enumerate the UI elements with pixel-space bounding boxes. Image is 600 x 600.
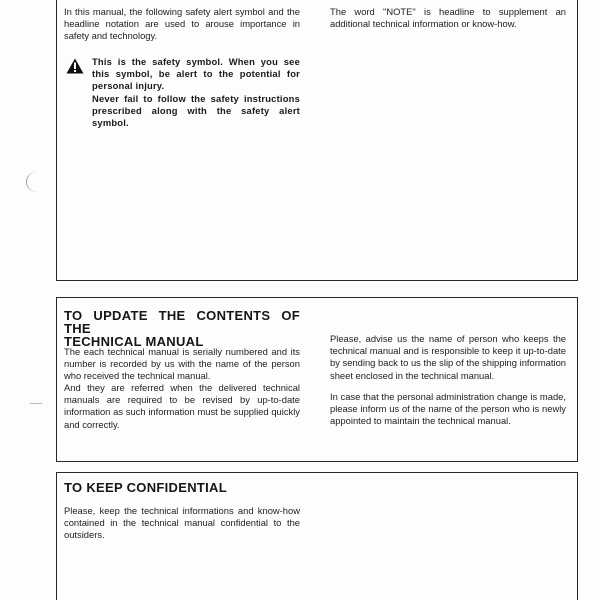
intro-right-paragraph: The word "NOTE" is headline to supplement an additional technical information or know-how. <box>330 6 566 30</box>
safety-alert-line: this symbol, be alert to the potential for <box>92 68 300 80</box>
safety-alert-text <box>92 56 300 129</box>
warning-triangle-icon <box>66 58 84 74</box>
confidential-paragraph: Please, keep the technical informations and know-how contained in the technical manual confidential to the outsiders. <box>64 505 300 541</box>
intro-left-paragraph: In this manual, the following safety alert symbol and the headline notation are used to arouse importance in safety and technology. <box>64 6 300 42</box>
safety-alert-line: personal injury. <box>92 80 165 92</box>
update-heading <box>64 309 300 348</box>
safety-alert-line: prescribed along with the safety alert <box>92 104 300 116</box>
update-left-paragraph-1: The each technical manual is serially numbered and its number is recorded by us with the name of the person who received the technical manual. <box>64 346 300 382</box>
binding-mark <box>30 403 42 404</box>
binding-mark <box>26 172 47 192</box>
update-heading-line: TO UPDATE THE CONTENTS OF THE <box>64 308 300 336</box>
safety-alert-line: symbol. <box>92 117 129 129</box>
update-right-paragraph-1: Please, advise us the name of person who keeps the technical manual and is responsible to keep it up-to-date by sending back to us the slip of the shipping information sheet enclosed in the technical manual. <box>330 333 566 381</box>
safety-alert-line: This is the safety symbol. When you see <box>92 56 300 67</box>
update-right-paragraph-2: In case that the personal administration change is made, please inform us of the name of the person who is newly appointed to maintain the technical manual. <box>330 391 566 427</box>
update-left-paragraph-2: And they are referred when the delivered technical manuals are required to be revised by up-to-date information as such information must be supplied quickly and correctly. <box>64 382 300 430</box>
safety-alert-block <box>66 56 306 136</box>
update-heading-line: TECHNICAL MANUAL <box>64 334 204 349</box>
safety-alert-line: Never fail to follow the safety instructions <box>92 92 300 104</box>
confidential-heading: TO KEEP CONFIDENTIAL <box>64 480 227 495</box>
